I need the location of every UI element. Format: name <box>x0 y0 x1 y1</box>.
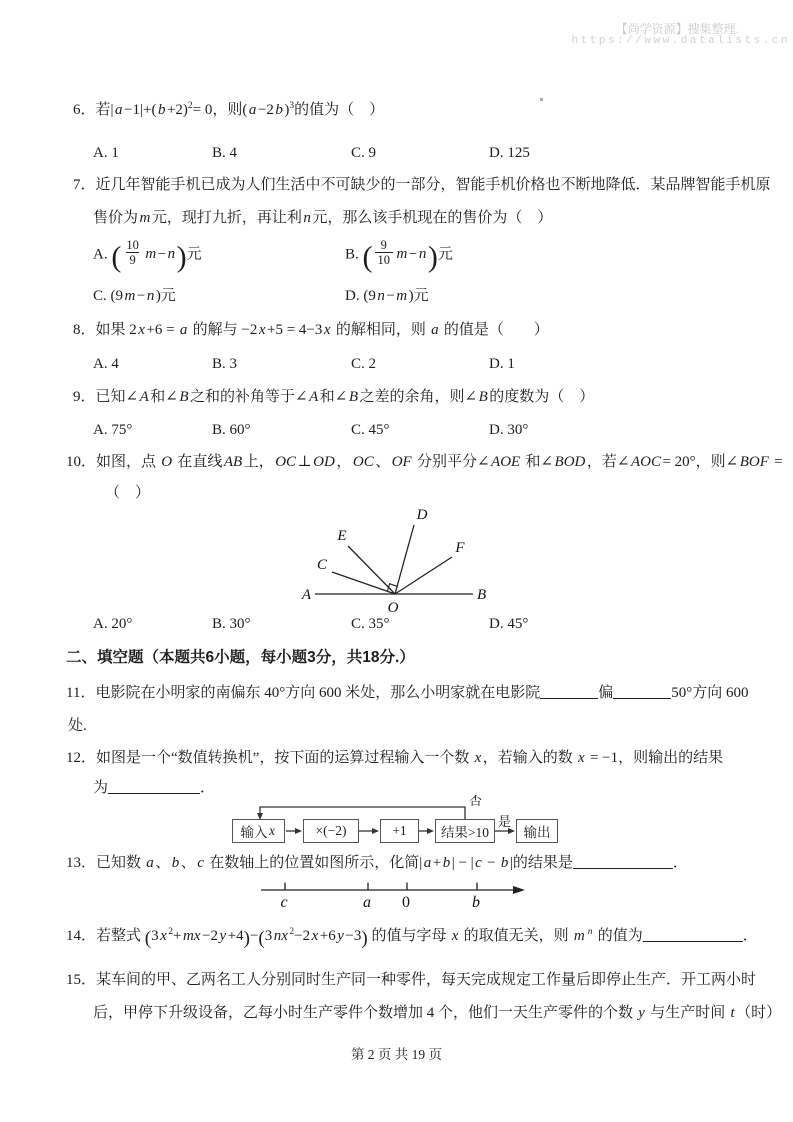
question-7-option-c: C. (9 m − n )元 <box>93 288 176 304</box>
question-14-text: 14．若整式 (3 x $^2$+ mx −2 y +4)−(3 nx $^2$−2 x +6 y −3) 的值与字母 x 的取值无关，则 m $^n$ 的值为 ． <box>66 927 758 949</box>
question-10-option-c: C. 35° <box>351 616 390 632</box>
question-10-option-a: A. 20° <box>93 616 133 632</box>
question-6-option-b: B. 4 <box>212 145 238 161</box>
watermark-source-text: 【尚学资源】搜集整理. <box>615 22 739 36</box>
label-B: B <box>477 587 487 603</box>
label-C: C <box>316 557 328 573</box>
number-converter-flowchart <box>225 795 577 850</box>
flow-box-times: ×(−2) <box>303 819 359 843</box>
flow-label-yes: 是 <box>498 814 512 829</box>
question-6-text: 6．若| a −1|+( b +2)$^2$= 0，则( a −2 b )$^3$的值为（ ） <box>73 101 385 118</box>
question-11-text-line1: 11．电影院在小明家的南偏东 40°方向 600 米处，那么小明家就在电影院 偏 50°方向 600 <box>66 685 749 701</box>
question-9-option-c: C. 45° <box>351 422 390 438</box>
flow-box-input: 输入 x <box>232 819 285 843</box>
question-10-option-d: D. 45° <box>489 616 529 632</box>
ray-OC <box>332 572 395 594</box>
stray-mark <box>540 98 543 101</box>
question-7-option-d: D. (9 n − m )元 <box>345 288 429 304</box>
question-6-option-a: A. 1 <box>93 145 119 161</box>
question-7-text-line1: 7．近几年智能手机已成为人们生活中不可缺少的一部分，智能手机价格也不断地降低．某品牌智能手机原 <box>73 177 771 193</box>
question-8-option-a: A. 4 <box>93 356 119 372</box>
label-F: F <box>455 540 465 556</box>
question-10-text-line1: 10．如图，点 O 在直线 AB 上， OC ⊥ OD ， OC 、 OF 分别平分∠ AOE 和∠ BOD ，若∠ AOC = 20°，则∠ BOF = <box>66 454 783 470</box>
question-7-text-line2: 售价为 m 元，现打九折，再让利 n 元，那么该手机现在的售价为（ ） <box>93 210 553 226</box>
page-number-footer: 第 2 页 共 19 页 <box>350 1047 443 1062</box>
label-c: c <box>280 894 288 911</box>
arrowhead-right-icon <box>427 828 434 834</box>
flow-box-result: 结果>10 <box>435 819 495 843</box>
question-10-option-b: B. 30° <box>212 616 251 632</box>
number-line <box>253 874 543 912</box>
label-A: A <box>301 587 311 603</box>
label-zero: 0 <box>402 894 410 911</box>
label-E: E <box>337 528 347 544</box>
watermark-url: https://www.datalists.cn <box>571 35 790 47</box>
question-15-text-line2: 后，甲停下升级设备，乙每小时生产零件个数增加 4 个，他们一天生产零件的个数 y 与生产时间 t （时） <box>93 1005 782 1021</box>
question-8-text: 8．如果 2 x +6 = a 的解与 −2 x +5 = 4−3 x 的解相同，则 a 的值是（ ） <box>73 322 549 338</box>
section-2-header: 二、填空题（本题共6小题，每小题3分，共18分.） <box>66 649 415 666</box>
arrowhead-right-icon <box>295 828 302 834</box>
question-9-option-a: A. 75° <box>93 422 133 438</box>
flow-box-output: 输出 <box>516 819 558 843</box>
question-11-text-line2: 处. <box>68 718 87 734</box>
question-7-option-a: A. ( $\frac{10}{9}$ m − n)元 <box>93 238 202 274</box>
label-a: a <box>363 894 371 911</box>
label-O: O <box>387 600 399 616</box>
label-b: b <box>472 894 480 911</box>
question-8-option-c: C. 2 <box>351 356 377 372</box>
question-12-text-line2: 为 ． <box>93 780 216 796</box>
flow-label-no: 否 <box>469 795 483 808</box>
question-8-option-d: D. 1 <box>489 356 515 372</box>
ray-OE <box>348 546 395 594</box>
angle-figure <box>296 502 506 617</box>
question-9-text: 9．已知∠ A 和∠ B 之和的补角等于∠ A 和∠ B 之差的余角，则∠ B 的度数为（ ） <box>73 389 595 405</box>
question-9-option-d: D. 30° <box>489 422 529 438</box>
question-6-option-c: C. 9 <box>351 145 377 161</box>
label-D: D <box>416 507 428 523</box>
question-6-option-d: D. 125 <box>489 145 530 161</box>
question-12-text-line1: 12．如图是一个“数值转换机”，按下面的运算过程输入一个数 x ，若输入的数 x = −1，则输出的结果 <box>66 750 724 766</box>
question-15-text-line1: 15．某车间的甲、乙两名工人分别同时生产同一种零件，每天完成规定工作量后即停止生产．开工两小时 <box>66 972 757 988</box>
question-13-text: 13．已知数 a 、 b 、 c 在数轴上的位置如图所示，化简| a + b | − | c − b |的结果是 ． <box>66 855 688 871</box>
question-10-text-line2: （ ） <box>105 485 151 501</box>
axis-arrowhead-icon <box>513 886 525 894</box>
question-8-option-b: B. 3 <box>212 356 238 372</box>
question-7-option-b: B. ( $\frac{9}{10}$ m − n)元 <box>345 238 453 274</box>
arrowhead-right-icon <box>372 828 379 834</box>
flow-box-plus1: +1 <box>380 819 419 843</box>
question-9-option-b: B. 60° <box>212 422 251 438</box>
